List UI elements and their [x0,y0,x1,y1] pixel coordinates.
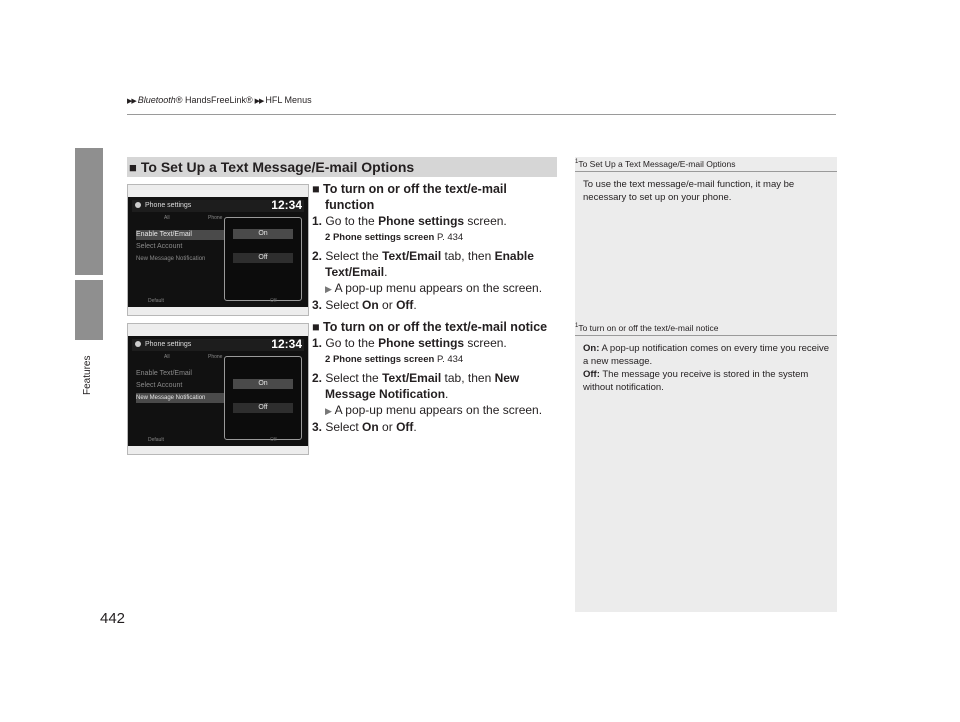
step-3 [312,297,562,313]
reference-icon: 2 [325,354,331,365]
tab-all: All [164,215,170,221]
row-enable-text-email: Enable Text/Email [136,370,192,377]
step-text: tab, then [441,371,495,385]
instructions-function [312,181,562,313]
popup-menu [224,356,302,440]
step-text: . [445,387,449,401]
step-2 [312,370,562,386]
step-bold: On [362,420,379,434]
note-on-label: On: [583,343,600,354]
note-heading: To turn on or off the text/e-mail notice [578,323,719,333]
screen-title: Phone settings [145,341,192,348]
display-screen [128,197,308,307]
page-number: 442 [100,610,126,627]
breadcrumb [127,95,312,105]
note-title [575,157,837,169]
display-screen [128,336,308,446]
note-number: 1 [575,323,579,330]
step-text: Select [325,420,363,434]
breadcrumb-hfl: ® HandsFreeLink® [175,95,253,105]
note-title [575,321,837,333]
option-off: Off [233,253,293,263]
note-notice [575,321,837,394]
note-body-off [575,368,837,394]
heading-function [312,181,562,197]
tab-phone: Phone [208,354,223,360]
note-on-text: A pop-up notification comes on every time you receive a new message. [583,343,830,367]
step-bold: Enable [494,249,534,263]
step-number: 2. [312,249,323,263]
section-title: To Set Up a Text Message/E-mail Options [140,159,415,175]
note-body: To use the text message/e-mail function, it may be necessary to set up on your phone. [583,179,795,203]
section-header [127,157,557,177]
instructions-notice [312,319,562,435]
step-text: or [378,420,397,434]
step-text: . [413,420,417,434]
screen-default: Default [148,298,164,304]
option-on: On [233,379,293,389]
breadcrumb-bluetooth: Bluetooth [137,95,176,105]
note-rule [575,171,837,172]
step-bold: Text/Email [325,265,385,279]
screen-clock: 12:34 [271,337,302,351]
heading-marker-icon: ■ [312,182,320,196]
popup-menu [224,217,302,301]
note-rule [575,335,837,336]
reference-icon: 2 [325,232,331,243]
row-select-account: Select Account [136,243,183,250]
step-bold: Off [396,420,414,434]
step-sub [312,280,562,297]
reference-title: Phone settings screen [332,354,435,365]
step-2-line2 [312,386,562,402]
row-new-message-notification: New Message Notification [136,393,228,403]
step-bold: Phone settings [378,336,465,350]
note-off-text: The message you receive is stored in the system without notification. [583,369,809,393]
note-off-label: Off: [583,369,600,380]
note-text-message-options [575,157,837,204]
sub-arrow-icon: ▶ [325,284,332,294]
heading-line1: To turn on or off the text/e-mail [323,182,507,196]
sub-arrow-icon: ▶ [325,406,332,416]
screen-clock: 12:34 [271,198,302,212]
tab-phone: Phone [208,215,223,221]
heading-line1: To turn on or off the text/e-mail notice [323,320,548,334]
page-reference [312,230,562,246]
heading-notice [312,319,562,335]
screenshot-new-message [127,323,309,455]
step-bold: Text/Email [382,371,442,385]
header-rule [127,114,836,115]
tab-all: All [164,354,170,360]
step-2-line2 [312,264,562,280]
side-tab-lower [75,280,103,340]
breadcrumb-arrow-icon: ▶▶ [127,98,136,105]
screen-title: Phone settings [145,202,192,209]
step-bold: On [362,298,379,312]
step-text: Go to the [325,214,379,228]
screen-default: Default [148,437,164,443]
step-bold: Text/Email [382,249,442,263]
reference-title: Phone settings screen [332,232,435,243]
step-text: tab, then [441,249,495,263]
step-bold: New [494,371,520,385]
side-tab [75,148,103,275]
step-2 [312,248,562,264]
row-new-message-notification: New Message Notification [136,256,206,262]
step-text: screen. [464,214,507,228]
step-text: Select the [325,371,383,385]
note-number: 1 [575,159,579,166]
screen-off-tab: Off [270,437,277,443]
menu-dot-icon [135,202,141,208]
step-text: Select [325,298,363,312]
step-number: 2. [312,371,323,385]
side-label: Features [82,355,93,395]
step-text: . [413,298,417,312]
page-reference [312,352,562,368]
option-off: Off [233,403,293,413]
step-bold: Message Notification [325,387,446,401]
step-number: 3. [312,420,323,434]
breadcrumb-arrow-icon: ▶▶ [254,98,264,105]
step-number: 1. [312,214,323,228]
step-text: Go to the [325,336,379,350]
step-sub-text: A pop-up menu appears on the screen. [334,281,543,295]
breadcrumb-hfl-menus: HFL Menus [265,95,312,105]
step-number: 3. [312,298,323,312]
step-1 [312,213,562,229]
reference-page: P. 434 [434,354,464,365]
note-body-on [575,342,837,368]
screenshot-enable-text [127,184,309,316]
reference-page: P. 434 [434,232,464,243]
step-bold: Phone settings [378,214,465,228]
heading-marker-icon: ■ [312,320,320,334]
step-number: 1. [312,336,323,350]
screen-off-tab: Off [270,298,277,304]
step-text: screen. [464,336,507,350]
step-text: . [384,265,388,279]
step-text: Select the [325,249,383,263]
step-text: or [378,298,397,312]
step-1 [312,335,562,351]
heading-line2: function [325,198,375,212]
row-enable-text-email: Enable Text/Email [136,230,228,240]
option-on: On [233,229,293,239]
section-marker-icon: ■ [129,160,137,175]
step-bold: Off [396,298,414,312]
step-sub-text: A pop-up menu appears on the screen. [334,403,543,417]
note-heading: To Set Up a Text Message/E-mail Options [578,159,736,169]
step-3 [312,419,562,435]
row-select-account: Select Account [136,382,183,389]
step-sub [312,402,562,419]
menu-dot-icon [135,341,141,347]
